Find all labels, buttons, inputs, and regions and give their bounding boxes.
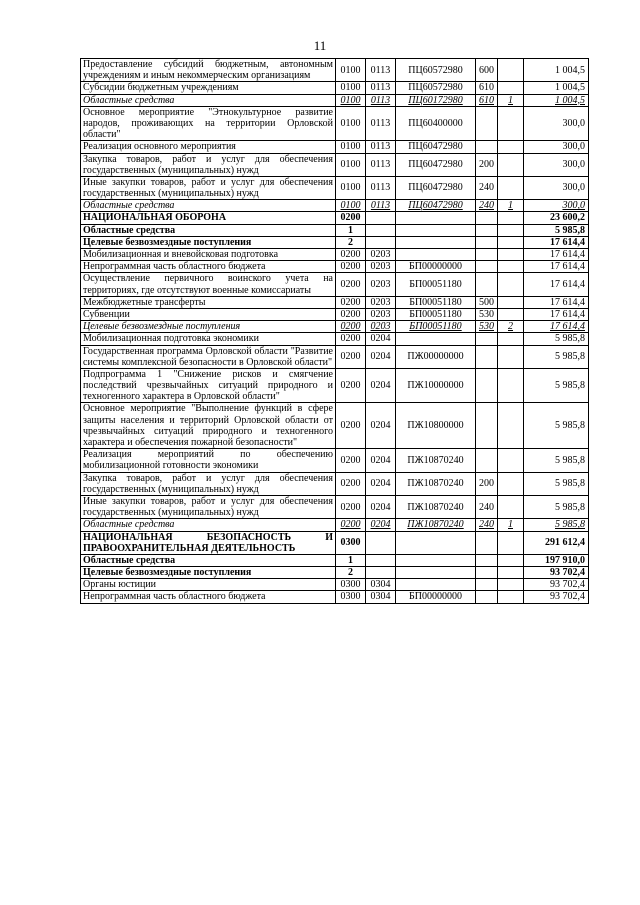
row-expense-type: 200 bbox=[476, 472, 498, 495]
row-name: Реализация мероприятий по обеспечению мобилизационной готовности экономики bbox=[81, 449, 336, 472]
row-name: Основное мероприятие "Этнокультурное развитие народов, проживающих на территории Орловской области" bbox=[81, 106, 336, 141]
row-target-article: ПЖ10800000 bbox=[396, 403, 476, 449]
row-section-code: 0300 bbox=[336, 579, 366, 591]
row-amount: 291 612,4 bbox=[524, 531, 589, 554]
row-name: Предоставление субсидий бюджетным, автономным учреждениям и иным некоммерческим организациям bbox=[81, 59, 336, 82]
row-amount: 93 702,4 bbox=[524, 591, 589, 603]
row-amount: 17 614,4 bbox=[524, 261, 589, 273]
row-section-code: 0200 bbox=[336, 449, 366, 472]
row-funding-source bbox=[498, 153, 524, 176]
row-funding-source bbox=[498, 567, 524, 579]
row-section-code: 0200 bbox=[336, 261, 366, 273]
row-amount: 300,0 bbox=[524, 153, 589, 176]
row-name: Иные закупки товаров, работ и услуг для обеспечения государственных (муниципальных) нужд bbox=[81, 495, 336, 518]
row-subsection-code: 0304 bbox=[366, 591, 396, 603]
row-section-code: 0200 bbox=[336, 368, 366, 403]
row-subsection-code: 0113 bbox=[366, 200, 396, 212]
table-row bbox=[81, 495, 589, 518]
row-name: Мобилизационная и вневойсковая подготовка bbox=[81, 249, 336, 261]
row-name: Субвенции bbox=[81, 308, 336, 320]
row-section-code: 0200 bbox=[336, 249, 366, 261]
row-name: Целевые безвозмездные поступления bbox=[81, 236, 336, 248]
row-funding-source bbox=[498, 579, 524, 591]
table-row bbox=[81, 94, 589, 106]
row-target-article: БП00051180 bbox=[396, 273, 476, 296]
row-expense-type: 240 bbox=[476, 495, 498, 518]
row-subsection-code: 0203 bbox=[366, 273, 396, 296]
row-name: НАЦИОНАЛЬНАЯ БЕЗОПАСНОСТЬ И ПРАВООХРАНИТЕЛЬНАЯ ДЕЯТЕЛЬНОСТЬ bbox=[81, 531, 336, 554]
row-funding-source bbox=[498, 212, 524, 224]
table-row bbox=[81, 212, 589, 224]
row-target-article: ПЦ60472980 bbox=[396, 200, 476, 212]
row-expense-type bbox=[476, 261, 498, 273]
row-name: Иные закупки товаров, работ и услуг для обеспечения государственных (муниципальных) нужд bbox=[81, 176, 336, 199]
row-target-article: ПЖ10870240 bbox=[396, 472, 476, 495]
row-subsection-code bbox=[366, 554, 396, 566]
table-row bbox=[81, 296, 589, 308]
row-expense-type bbox=[476, 224, 498, 236]
row-subsection-code bbox=[366, 531, 396, 554]
row-subsection-code: 0204 bbox=[366, 449, 396, 472]
row-funding-source bbox=[498, 472, 524, 495]
row-section-code: 0200 bbox=[336, 403, 366, 449]
row-target-article: БП00051180 bbox=[396, 296, 476, 308]
row-funding-source bbox=[498, 176, 524, 199]
row-target-article bbox=[396, 236, 476, 248]
row-target-article: ПЖ10000000 bbox=[396, 368, 476, 403]
row-subsection-code: 0204 bbox=[366, 333, 396, 345]
row-name: Закупка товаров, работ и услуг для обеспечения государственных (муниципальных) нужд bbox=[81, 153, 336, 176]
row-section-code: 0200 bbox=[336, 212, 366, 224]
row-amount: 5 985,8 bbox=[524, 224, 589, 236]
row-expense-type bbox=[476, 106, 498, 141]
row-subsection-code: 0113 bbox=[366, 59, 396, 82]
row-expense-type bbox=[476, 236, 498, 248]
row-section-code: 0100 bbox=[336, 94, 366, 106]
row-amount: 300,0 bbox=[524, 176, 589, 199]
row-name: Областные средства bbox=[81, 224, 336, 236]
row-target-article: БП00000000 bbox=[396, 591, 476, 603]
row-expense-type bbox=[476, 141, 498, 153]
table-row bbox=[81, 236, 589, 248]
row-expense-type bbox=[476, 212, 498, 224]
table-row bbox=[81, 261, 589, 273]
row-name: Областные средства bbox=[81, 200, 336, 212]
row-subsection-code bbox=[366, 567, 396, 579]
row-target-article: ПЦ60400000 bbox=[396, 106, 476, 141]
table-row bbox=[81, 519, 589, 531]
row-expense-type: 600 bbox=[476, 59, 498, 82]
row-section-code: 1 bbox=[336, 554, 366, 566]
row-funding-source bbox=[498, 261, 524, 273]
row-subsection-code: 0204 bbox=[366, 368, 396, 403]
row-subsection-code bbox=[366, 212, 396, 224]
row-expense-type: 610 bbox=[476, 94, 498, 106]
table-row bbox=[81, 554, 589, 566]
row-section-code: 0200 bbox=[336, 321, 366, 333]
budget-table bbox=[80, 58, 589, 604]
row-amount: 93 702,4 bbox=[524, 579, 589, 591]
row-name: Межбюджетные трансферты bbox=[81, 296, 336, 308]
row-section-code: 2 bbox=[336, 236, 366, 248]
row-section-code: 0100 bbox=[336, 176, 366, 199]
table-row bbox=[81, 345, 589, 368]
row-amount: 1 004,5 bbox=[524, 94, 589, 106]
row-subsection-code: 0203 bbox=[366, 261, 396, 273]
row-expense-type: 610 bbox=[476, 82, 498, 94]
row-amount: 197 910,0 bbox=[524, 554, 589, 566]
row-target-article bbox=[396, 249, 476, 261]
row-name: Областные средства bbox=[81, 554, 336, 566]
row-funding-source bbox=[498, 224, 524, 236]
row-expense-type bbox=[476, 368, 498, 403]
row-target-article bbox=[396, 224, 476, 236]
row-funding-source bbox=[498, 273, 524, 296]
row-subsection-code: 0113 bbox=[366, 106, 396, 141]
row-expense-type bbox=[476, 449, 498, 472]
row-name: Непрограммная часть областного бюджета bbox=[81, 591, 336, 603]
row-target-article bbox=[396, 531, 476, 554]
row-funding-source bbox=[498, 333, 524, 345]
row-name: Основное мероприятие "Выполнение функций в сфере защиты населения и территорий Орловской области от чрезвычайных ситуаций природного и техногенного характера и обеспечения пожарной безопасности" bbox=[81, 403, 336, 449]
row-subsection-code bbox=[366, 236, 396, 248]
row-funding-source bbox=[498, 403, 524, 449]
row-amount: 5 985,8 bbox=[524, 333, 589, 345]
row-target-article bbox=[396, 333, 476, 345]
row-amount: 5 985,8 bbox=[524, 519, 589, 531]
row-section-code: 0200 bbox=[336, 273, 366, 296]
row-amount: 17 614,4 bbox=[524, 308, 589, 320]
row-expense-type: 530 bbox=[476, 308, 498, 320]
table-row bbox=[81, 141, 589, 153]
row-subsection-code: 0113 bbox=[366, 176, 396, 199]
row-expense-type bbox=[476, 249, 498, 261]
budget-table-body bbox=[81, 59, 589, 604]
row-subsection-code: 0204 bbox=[366, 519, 396, 531]
row-section-code: 0200 bbox=[336, 495, 366, 518]
row-amount: 5 985,8 bbox=[524, 495, 589, 518]
row-name: Закупка товаров, работ и услуг для обеспечения государственных (муниципальных) нужд bbox=[81, 472, 336, 495]
table-row bbox=[81, 591, 589, 603]
row-target-article bbox=[396, 579, 476, 591]
table-row bbox=[81, 333, 589, 345]
row-expense-type bbox=[476, 531, 498, 554]
row-expense-type bbox=[476, 273, 498, 296]
row-amount: 93 702,4 bbox=[524, 567, 589, 579]
table-row bbox=[81, 82, 589, 94]
row-subsection-code: 0304 bbox=[366, 579, 396, 591]
row-section-code: 0200 bbox=[336, 345, 366, 368]
row-name: Осуществление первичного воинского учета на территориях, где отсутствуют военные комиссариаты bbox=[81, 273, 336, 296]
row-section-code: 0200 bbox=[336, 519, 366, 531]
row-subsection-code: 0204 bbox=[366, 472, 396, 495]
row-funding-source: 1 bbox=[498, 94, 524, 106]
row-target-article bbox=[396, 212, 476, 224]
table-row bbox=[81, 273, 589, 296]
row-funding-source bbox=[498, 141, 524, 153]
row-target-article bbox=[396, 567, 476, 579]
table-row bbox=[81, 308, 589, 320]
row-amount: 5 985,8 bbox=[524, 403, 589, 449]
table-row bbox=[81, 176, 589, 199]
row-name: Областные средства bbox=[81, 94, 336, 106]
row-section-code: 1 bbox=[336, 224, 366, 236]
row-funding-source bbox=[498, 554, 524, 566]
row-funding-source bbox=[498, 82, 524, 94]
row-expense-type: 530 bbox=[476, 321, 498, 333]
row-section-code: 0100 bbox=[336, 82, 366, 94]
table-row bbox=[81, 153, 589, 176]
row-name: Непрограммная часть областного бюджета bbox=[81, 261, 336, 273]
row-funding-source bbox=[498, 249, 524, 261]
table-row bbox=[81, 368, 589, 403]
table-row bbox=[81, 472, 589, 495]
row-name: Целевые безвозмездные поступления bbox=[81, 567, 336, 579]
row-section-code: 0100 bbox=[336, 106, 366, 141]
row-funding-source bbox=[498, 495, 524, 518]
row-funding-source bbox=[498, 345, 524, 368]
table-row bbox=[81, 579, 589, 591]
row-subsection-code: 0204 bbox=[366, 495, 396, 518]
row-funding-source bbox=[498, 236, 524, 248]
row-subsection-code: 0113 bbox=[366, 94, 396, 106]
row-target-article: ПЦ60172980 bbox=[396, 94, 476, 106]
table-row bbox=[81, 59, 589, 82]
row-funding-source bbox=[498, 449, 524, 472]
table-row bbox=[81, 200, 589, 212]
row-subsection-code: 0203 bbox=[366, 321, 396, 333]
row-expense-type: 200 bbox=[476, 153, 498, 176]
row-amount: 5 985,8 bbox=[524, 472, 589, 495]
row-target-article: БП00051180 bbox=[396, 321, 476, 333]
row-section-code: 0300 bbox=[336, 591, 366, 603]
row-name: Государственная программа Орловской области "Развитие системы комплексной безопасности в Орловской области" bbox=[81, 345, 336, 368]
row-funding-source bbox=[498, 308, 524, 320]
table-row bbox=[81, 531, 589, 554]
row-funding-source bbox=[498, 59, 524, 82]
row-expense-type: 240 bbox=[476, 200, 498, 212]
row-section-code: 0100 bbox=[336, 200, 366, 212]
row-section-code: 0100 bbox=[336, 141, 366, 153]
row-amount: 300,0 bbox=[524, 106, 589, 141]
table-row bbox=[81, 249, 589, 261]
row-subsection-code: 0113 bbox=[366, 82, 396, 94]
row-target-article: ПЦ60472980 bbox=[396, 153, 476, 176]
row-name: Субсидии бюджетным учреждениям bbox=[81, 82, 336, 94]
row-amount: 1 004,5 bbox=[524, 82, 589, 94]
row-target-article: ПЦ60472980 bbox=[396, 176, 476, 199]
row-expense-type: 240 bbox=[476, 519, 498, 531]
row-amount: 5 985,8 bbox=[524, 368, 589, 403]
row-funding-source: 1 bbox=[498, 519, 524, 531]
row-subsection-code: 0203 bbox=[366, 308, 396, 320]
row-target-article: ПЖ10870240 bbox=[396, 449, 476, 472]
row-name: Мобилизационная подготовка экономики bbox=[81, 333, 336, 345]
row-expense-type bbox=[476, 345, 498, 368]
row-subsection-code: 0113 bbox=[366, 153, 396, 176]
row-amount: 300,0 bbox=[524, 141, 589, 153]
row-section-code: 0200 bbox=[336, 472, 366, 495]
row-section-code: 0200 bbox=[336, 296, 366, 308]
row-name: Областные средства bbox=[81, 519, 336, 531]
row-amount: 17 614,4 bbox=[524, 273, 589, 296]
row-target-article bbox=[396, 554, 476, 566]
row-expense-type bbox=[476, 333, 498, 345]
row-section-code: 0300 bbox=[336, 531, 366, 554]
row-target-article: ПЖ10870240 bbox=[396, 519, 476, 531]
table-row bbox=[81, 224, 589, 236]
row-amount: 5 985,8 bbox=[524, 449, 589, 472]
row-target-article: БП00051180 bbox=[396, 308, 476, 320]
row-amount: 1 004,5 bbox=[524, 59, 589, 82]
row-amount: 5 985,8 bbox=[524, 345, 589, 368]
row-funding-source bbox=[498, 296, 524, 308]
row-expense-type: 240 bbox=[476, 176, 498, 199]
row-subsection-code: 0204 bbox=[366, 403, 396, 449]
row-target-article: ПЦ60472980 bbox=[396, 141, 476, 153]
table-row bbox=[81, 321, 589, 333]
row-expense-type bbox=[476, 591, 498, 603]
row-subsection-code bbox=[366, 224, 396, 236]
row-name: НАЦИОНАЛЬНАЯ ОБОРОНА bbox=[81, 212, 336, 224]
row-expense-type bbox=[476, 554, 498, 566]
page-number: 11 bbox=[313, 38, 327, 53]
row-expense-type bbox=[476, 567, 498, 579]
row-name: Реализация основного мероприятия bbox=[81, 141, 336, 153]
row-target-article: ПЦ60572980 bbox=[396, 82, 476, 94]
row-expense-type: 500 bbox=[476, 296, 498, 308]
row-expense-type bbox=[476, 579, 498, 591]
table-row bbox=[81, 403, 589, 449]
row-target-article: ПЖ00000000 bbox=[396, 345, 476, 368]
row-amount: 23 600,2 bbox=[524, 212, 589, 224]
row-expense-type bbox=[476, 403, 498, 449]
row-target-article: БП00000000 bbox=[396, 261, 476, 273]
row-section-code: 2 bbox=[336, 567, 366, 579]
table-row bbox=[81, 449, 589, 472]
row-target-article: ПЖ10870240 bbox=[396, 495, 476, 518]
row-section-code: 0200 bbox=[336, 333, 366, 345]
row-section-code: 0200 bbox=[336, 308, 366, 320]
row-funding-source bbox=[498, 531, 524, 554]
row-amount: 17 614,4 bbox=[524, 321, 589, 333]
row-name: Органы юстиции bbox=[81, 579, 336, 591]
table-row bbox=[81, 106, 589, 141]
row-funding-source bbox=[498, 591, 524, 603]
row-name: Целевые безвозмездные поступления bbox=[81, 321, 336, 333]
row-funding-source bbox=[498, 368, 524, 403]
row-funding-source: 2 bbox=[498, 321, 524, 333]
row-subsection-code: 0203 bbox=[366, 296, 396, 308]
row-subsection-code: 0113 bbox=[366, 141, 396, 153]
row-subsection-code: 0203 bbox=[366, 249, 396, 261]
row-amount: 17 614,4 bbox=[524, 236, 589, 248]
row-target-article: ПЦ60572980 bbox=[396, 59, 476, 82]
row-funding-source: 1 bbox=[498, 200, 524, 212]
row-funding-source bbox=[498, 106, 524, 141]
row-section-code: 0100 bbox=[336, 153, 366, 176]
row-subsection-code: 0204 bbox=[366, 345, 396, 368]
row-amount: 300,0 bbox=[524, 200, 589, 212]
table-row bbox=[81, 567, 589, 579]
row-section-code: 0100 bbox=[336, 59, 366, 82]
row-amount: 17 614,4 bbox=[524, 296, 589, 308]
row-amount: 17 614,4 bbox=[524, 249, 589, 261]
row-name: Подпрограмма 1 "Снижение рисков и смягчение последствий чрезвычайных ситуаций природного и техногенного характера в Орловской области" bbox=[81, 368, 336, 403]
